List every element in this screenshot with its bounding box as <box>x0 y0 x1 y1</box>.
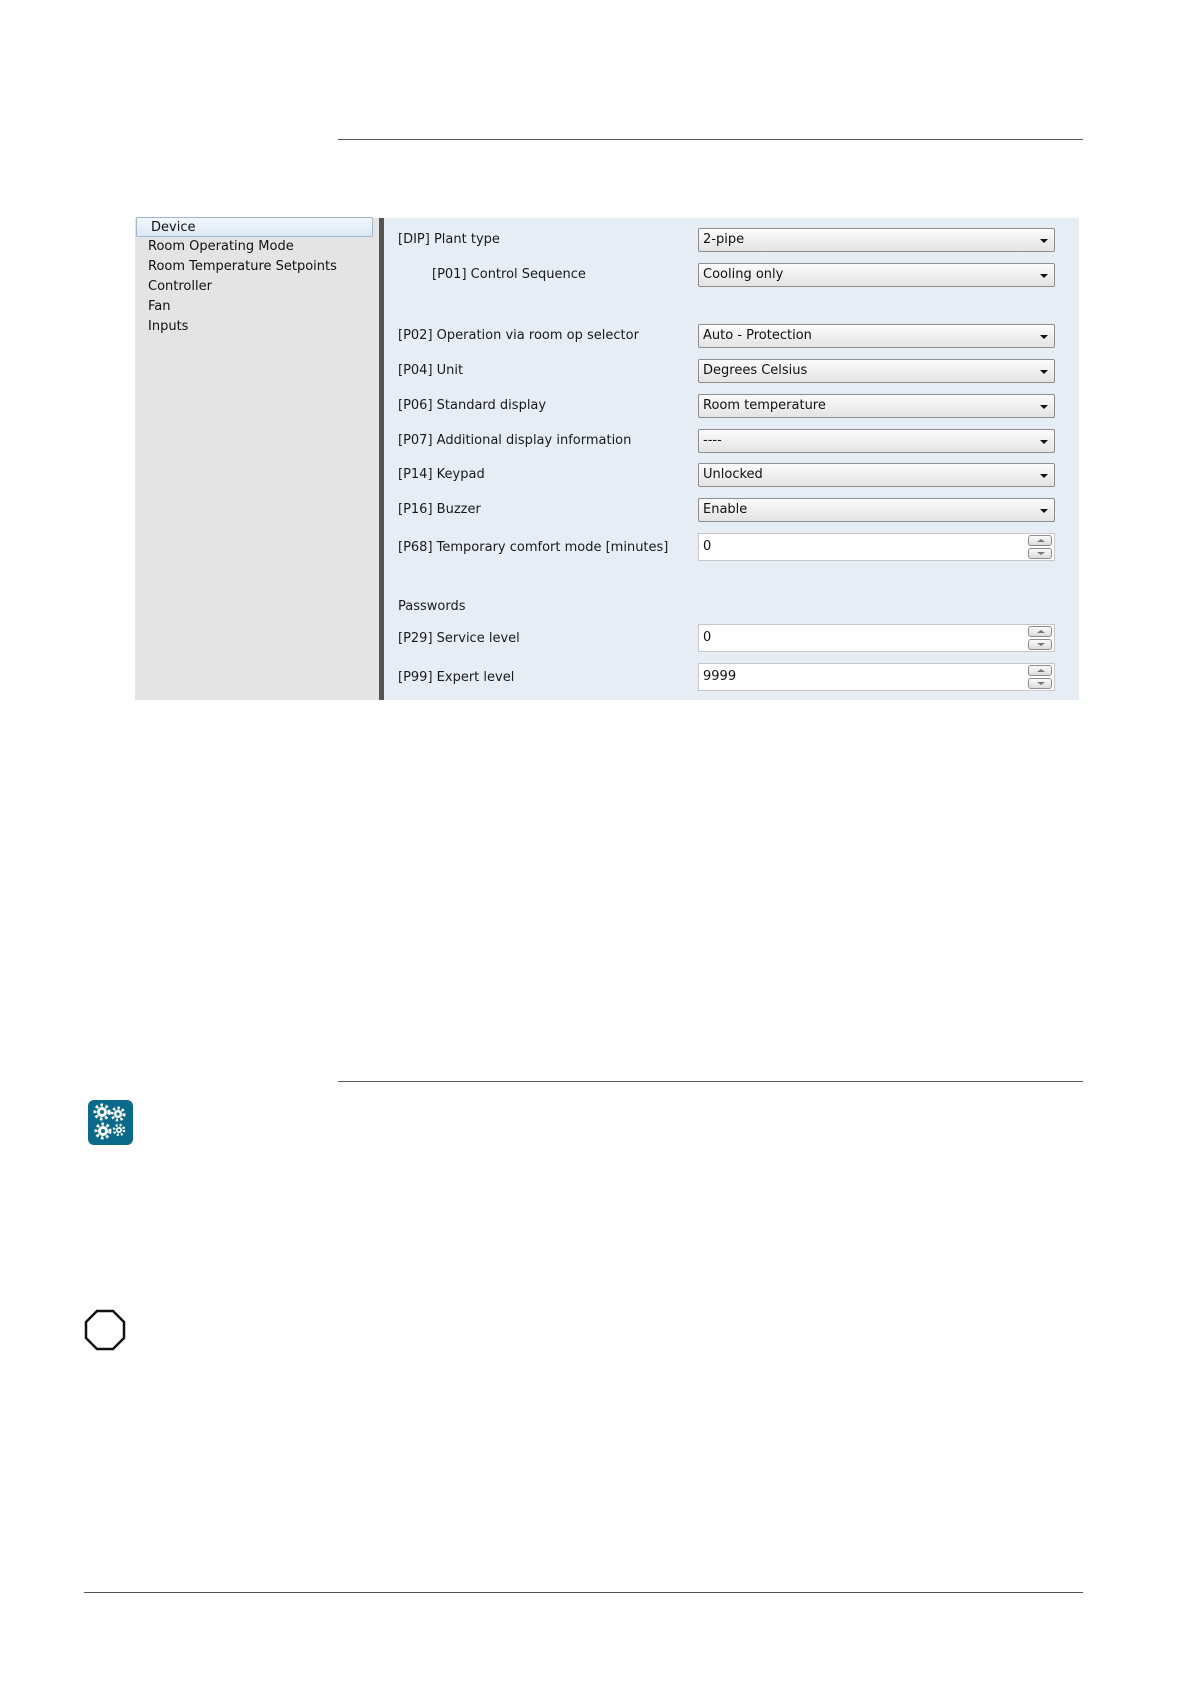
stop-octagon-icon <box>84 1309 126 1351</box>
expert-level-label: [P99] Expert level <box>398 670 515 685</box>
service-level-label: [P29] Service level <box>398 631 520 646</box>
sidebar-item-controller[interactable]: Controller <box>148 279 212 294</box>
service-level-value: 0 <box>703 630 712 645</box>
temp-comfort-label: [P68] Temporary comfort mode [minutes] <box>398 540 669 555</box>
standard-display-select[interactable] <box>698 394 1055 418</box>
buzzer-value: Enable <box>703 502 748 517</box>
buzzer-select[interactable] <box>698 498 1055 522</box>
chevron-down-icon <box>1040 509 1048 513</box>
spin-up-button[interactable] <box>1028 535 1052 546</box>
sidebar-item-fan[interactable]: Fan <box>148 299 171 314</box>
plant-type-value: 2-pipe <box>703 232 745 247</box>
chevron-up-icon <box>1037 630 1045 633</box>
additional-display-label: [P07] Additional display information <box>398 433 632 448</box>
chevron-up-icon <box>1037 539 1045 542</box>
control-sequence-value: Cooling only <box>703 267 784 282</box>
keypad-select[interactable] <box>698 463 1055 487</box>
top-divider <box>338 139 1083 140</box>
expert-level-spinbox[interactable] <box>698 663 1055 691</box>
control-sequence-select[interactable] <box>698 263 1055 287</box>
sidebar-item-inputs[interactable]: Inputs <box>148 319 189 334</box>
sidebar-item-room-operating-mode[interactable]: Room Operating Mode <box>148 239 294 254</box>
sidebar-item-room-temperature-setpoints[interactable]: Room Temperature Setpoints <box>148 259 337 274</box>
additional-display-value: ---- <box>703 433 722 448</box>
parameter-window <box>135 218 1079 700</box>
bottom-divider <box>84 1592 1083 1593</box>
keypad-value: Unlocked <box>703 467 763 482</box>
chevron-down-icon <box>1037 643 1045 646</box>
spin-up-button[interactable] <box>1028 626 1052 637</box>
unit-value: Degrees Celsius <box>703 363 808 378</box>
service-level-spinbox[interactable] <box>698 624 1055 652</box>
spin-down-button[interactable] <box>1028 548 1052 559</box>
gears-icon <box>88 1100 133 1145</box>
chevron-down-icon <box>1040 239 1048 243</box>
spin-up-button[interactable] <box>1028 665 1052 676</box>
pane-splitter[interactable] <box>379 218 384 700</box>
operation-room-op-label: [P02] Operation via room op selector <box>398 328 639 343</box>
passwords-heading: Passwords <box>398 599 466 614</box>
operation-room-op-value: Auto - Protection <box>703 328 812 343</box>
chevron-down-icon <box>1040 274 1048 278</box>
unit-select[interactable] <box>698 359 1055 383</box>
additional-display-select[interactable] <box>698 429 1055 453</box>
spin-down-button[interactable] <box>1028 639 1052 650</box>
chevron-down-icon <box>1040 370 1048 374</box>
temp-comfort-spinbox[interactable] <box>698 533 1055 561</box>
chevron-down-icon <box>1037 682 1045 685</box>
buzzer-label: [P16] Buzzer <box>398 502 481 517</box>
sidebar <box>135 218 379 700</box>
unit-label: [P04] Unit <box>398 363 464 378</box>
plant-type-label: [DIP] Plant type <box>398 232 500 247</box>
chevron-down-icon <box>1037 552 1045 555</box>
standard-display-label: [P06] Standard display <box>398 398 547 413</box>
control-sequence-label: [P01] Control Sequence <box>432 267 586 282</box>
expert-level-value: 9999 <box>703 669 737 684</box>
middle-divider <box>338 1081 1083 1082</box>
operation-room-op-select[interactable] <box>698 324 1055 348</box>
chevron-up-icon <box>1037 669 1045 672</box>
keypad-label: [P14] Keypad <box>398 467 485 482</box>
plant-type-select[interactable] <box>698 228 1055 252</box>
chevron-down-icon <box>1040 440 1048 444</box>
spin-down-button[interactable] <box>1028 678 1052 689</box>
sidebar-item-device[interactable]: Device <box>136 217 373 237</box>
chevron-down-icon <box>1040 474 1048 478</box>
standard-display-value: Room temperature <box>703 398 826 413</box>
chevron-down-icon <box>1040 335 1048 339</box>
chevron-down-icon <box>1040 405 1048 409</box>
temp-comfort-value: 0 <box>703 539 712 554</box>
